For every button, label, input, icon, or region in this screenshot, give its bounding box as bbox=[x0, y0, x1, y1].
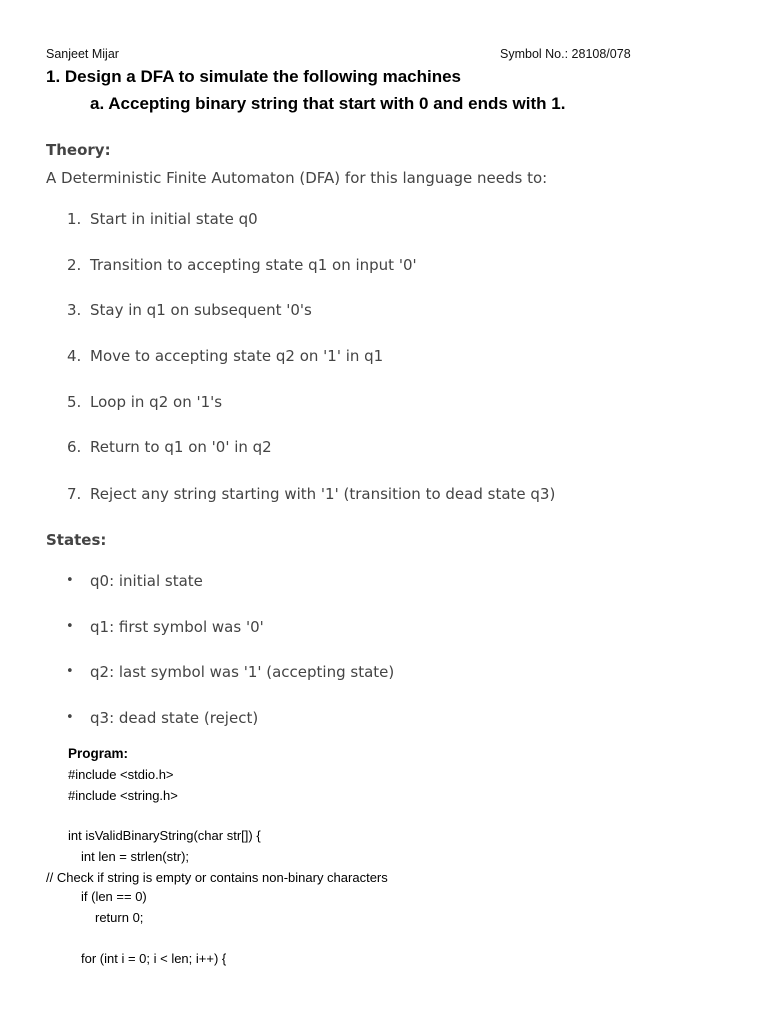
code-line: for (int i = 0; i < len; i++) { bbox=[81, 951, 227, 966]
bullet-icon: • bbox=[66, 664, 74, 679]
program-heading: Program: bbox=[68, 746, 129, 761]
code-line: if (len == 0) bbox=[81, 889, 147, 904]
bullet-icon: • bbox=[66, 619, 74, 634]
list-text: Reject any string starting with '1' (transition to dead state q3) bbox=[90, 485, 556, 503]
theory-intro: A Deterministic Finite Automaton (DFA) for this language needs to: bbox=[46, 169, 548, 187]
list-number: 7. bbox=[67, 485, 82, 503]
author-name: Sanjeet Mijar bbox=[46, 47, 119, 61]
code-line: #include <stdio.h> bbox=[68, 767, 174, 782]
list-number: 1. bbox=[67, 210, 82, 228]
list-text: q2: last symbol was '1' (accepting state) bbox=[90, 663, 395, 681]
list-text: Return to q1 on '0' in q2 bbox=[90, 438, 272, 456]
code-line: return 0; bbox=[95, 910, 144, 925]
bullet-icon: • bbox=[66, 710, 74, 725]
list-number: 5. bbox=[67, 393, 82, 411]
list-text: Start in initial state q0 bbox=[90, 210, 258, 228]
question-title: 1. Design a DFA to simulate the following machines bbox=[46, 67, 461, 86]
symbol-number: Symbol No.: 28108/078 bbox=[500, 47, 631, 61]
list-text: Stay in q1 on subsequent '0's bbox=[90, 301, 312, 319]
list-text: q0: initial state bbox=[90, 572, 203, 590]
code-line: int isValidBinaryString(char str[]) { bbox=[68, 828, 261, 843]
list-text: q3: dead state (reject) bbox=[90, 709, 259, 727]
bullet-icon: • bbox=[66, 573, 74, 588]
list-text: Move to accepting state q2 on '1' in q1 bbox=[90, 347, 384, 365]
list-number: 2. bbox=[67, 256, 82, 274]
code-line: #include <string.h> bbox=[68, 788, 178, 803]
question-part-a: a. Accepting binary string that start with 0 and ends with 1. bbox=[90, 94, 566, 113]
theory-heading: Theory: bbox=[46, 141, 111, 159]
states-heading: States: bbox=[46, 531, 107, 549]
code-comment: // Check if string is empty or contains non-binary characters bbox=[46, 870, 388, 885]
list-text: q1: first symbol was '0' bbox=[90, 618, 264, 636]
list-number: 4. bbox=[67, 347, 82, 365]
list-number: 6. bbox=[67, 438, 82, 456]
list-text: Transition to accepting state q1 on input '0' bbox=[90, 256, 417, 274]
code-line: int len = strlen(str); bbox=[81, 849, 190, 864]
list-number: 3. bbox=[67, 301, 82, 319]
list-text: Loop in q2 on '1's bbox=[90, 393, 223, 411]
